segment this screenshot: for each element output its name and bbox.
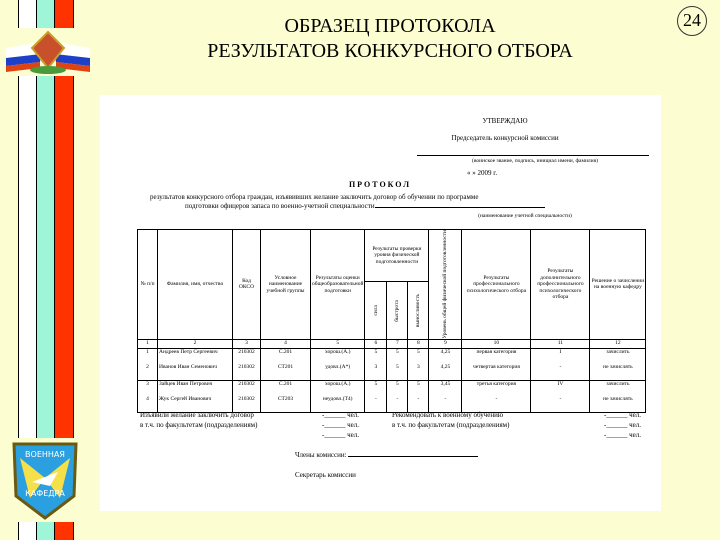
column-number: 9 <box>429 339 462 348</box>
row-endurance: 3 <box>408 364 429 380</box>
row-exam: хорош.(А.) <box>311 380 365 396</box>
row-level: - <box>429 396 462 412</box>
row-psy-additional: - <box>531 396 590 412</box>
members-label: Члены комиссии: <box>295 451 347 459</box>
row-okso: 210302 <box>233 348 261 364</box>
header-exam: Результаты оценки общеобразовательной подготовки <box>311 230 365 340</box>
header-number: № п/п <box>138 230 158 340</box>
recommend-count-2: -______ чел. <box>604 421 641 429</box>
column-number: 3 <box>233 339 261 348</box>
table-row <box>138 348 646 364</box>
row-name: Зайцев Иван Петрович <box>158 380 233 396</box>
row-psy: - <box>462 396 531 412</box>
row-psy-additional: I <box>531 348 590 364</box>
row-number: 3 <box>138 380 158 396</box>
recommend-label: Рекомендовать к военному обучению <box>392 411 504 419</box>
specialty-hint: (наименование учетной специальности) <box>478 213 572 219</box>
column-number: 7 <box>387 339 408 348</box>
specialty-line <box>375 207 545 208</box>
row-level: 4,25 <box>429 348 462 364</box>
header-level: Уровень общей физической подготовленности <box>442 230 449 339</box>
row-psy-additional: - <box>531 364 590 380</box>
title-line-2: РЕЗУЛЬТАТОВ КОНКУРСНОГО ОТБОРА <box>207 40 573 62</box>
row-group: С.201 <box>261 348 311 364</box>
row-name: Иванов Иван Семенович <box>158 364 233 380</box>
recommend-count-3: -______ чел. <box>604 431 641 439</box>
column-number: 2 <box>158 339 233 348</box>
row-psy: первая категория <box>462 348 531 364</box>
wished-count-2: -______ чел. <box>322 421 359 429</box>
row-exam: удовл.(А*) <box>311 364 365 380</box>
row-strength: 5 <box>365 348 387 364</box>
row-psy: третья категория <box>462 380 531 396</box>
approval-date: « » 2009 г. <box>467 169 498 177</box>
row-group: С.201 <box>261 380 311 396</box>
chairman-label: Председатель конкурсной комиссии <box>451 134 559 142</box>
header-speed: быстрота <box>394 299 401 322</box>
row-decision: зачислить <box>590 348 646 364</box>
column-number: 12 <box>590 339 646 348</box>
military-department-emblem <box>10 438 80 522</box>
members-line <box>348 456 478 457</box>
row-endurance: 5 <box>408 380 429 396</box>
signature-hint: (воинское звание, подпись, инициал имени, фамилия) <box>472 158 598 164</box>
signature-line <box>417 155 649 156</box>
header-strength: сила <box>372 305 379 316</box>
row-okso: 210302 <box>233 380 261 396</box>
row-strength: 5 <box>365 380 387 396</box>
table-row <box>138 364 646 380</box>
column-number: 6 <box>365 339 387 348</box>
row-level: 3,45 <box>429 380 462 396</box>
header-name: Фамилия, имя, отчество <box>158 230 233 340</box>
table-row <box>138 380 646 396</box>
row-psy-additional: IV <box>531 380 590 396</box>
results-table <box>137 229 646 413</box>
row-number: 2 <box>138 364 158 380</box>
approve-label: УТВЕРЖДАЮ <box>482 117 528 125</box>
row-group: СТ203 <box>261 396 311 412</box>
row-speed: - <box>387 396 408 412</box>
recommend-by-faculty-label: в т.ч. по факультетам (подразделениям) <box>392 421 510 429</box>
row-name: Андреев Петр Сергеевич <box>158 348 233 364</box>
row-speed: 5 <box>387 380 408 396</box>
row-exam: хорош.(А.) <box>311 348 365 364</box>
recommend-count-1: -______ чел. <box>604 411 641 419</box>
row-number: 1 <box>138 348 158 364</box>
row-strength: 3 <box>365 364 387 380</box>
flag-emblem-logo <box>2 28 94 76</box>
wished-by-faculty-label: в т.ч. по факультетам (подразделениям) <box>140 421 258 429</box>
column-number-row <box>138 339 646 348</box>
column-number: 4 <box>261 339 311 348</box>
header-physical: Результаты проверки уровня физической подготовленности <box>365 230 429 282</box>
row-group: СТ201 <box>261 364 311 380</box>
protocol-heading: ПРОТОКОЛ <box>348 180 412 189</box>
row-decision: не зачислять <box>590 396 646 412</box>
column-number: 11 <box>531 339 590 348</box>
row-exam: неудовл.(Т4) <box>311 396 365 412</box>
row-endurance: - <box>408 396 429 412</box>
slide-title <box>120 14 660 64</box>
column-number: 10 <box>462 339 531 348</box>
row-okso: 210302 <box>233 396 261 412</box>
column-number: 8 <box>408 339 429 348</box>
wished-label: Изъявили желание заключить договор <box>140 411 254 419</box>
protocol-subheading-2: подготовки офицеров запаса по военно-учетной специальности <box>185 202 375 210</box>
header-group: Условное наименование учебной группы <box>261 230 311 340</box>
header-decision: Решение о зачислении на военную кафедру <box>590 230 646 340</box>
header-endurance: выносливость <box>415 294 422 328</box>
row-level: 4,25 <box>429 364 462 380</box>
row-psy: четвертая категория <box>462 364 531 380</box>
header-psy-additional: Результаты дополнительного профессионального психологического отбора <box>531 230 590 340</box>
svg-text:КАФЕДРА: КАФЕДРА <box>25 489 65 498</box>
row-speed: 5 <box>387 364 408 380</box>
row-number: 4 <box>138 396 158 412</box>
page-number: 24 <box>677 6 707 36</box>
row-name: Жук Сергей Иванович <box>158 396 233 412</box>
protocol-document <box>100 95 661 511</box>
row-strength: - <box>365 396 387 412</box>
row-speed: 5 <box>387 348 408 364</box>
header-psy: Результаты профессионального психологического отбора <box>462 230 531 340</box>
wished-count-1: -______ чел. <box>322 411 359 419</box>
protocol-subheading-1: результатов конкурсного отбора граждан, изъявивших желание заключить договор об обучении по программе <box>150 193 479 201</box>
table-row <box>138 396 646 412</box>
title-line-1: ОБРАЗЕЦ ПРОТОКОЛА <box>284 15 496 37</box>
row-endurance: 5 <box>408 348 429 364</box>
header-okso: Код ОКСО <box>233 230 261 340</box>
secretary-label: Секретарь комиссии <box>295 471 356 479</box>
row-decision: не зачислять <box>590 364 646 380</box>
column-number: 1 <box>138 339 158 348</box>
row-decision: зачислить <box>590 380 646 396</box>
column-number: 5 <box>311 339 365 348</box>
wished-count-3: -______ чел. <box>322 431 359 439</box>
svg-text:ВОЕННАЯ: ВОЕННАЯ <box>25 450 65 459</box>
row-okso: 210302 <box>233 364 261 380</box>
